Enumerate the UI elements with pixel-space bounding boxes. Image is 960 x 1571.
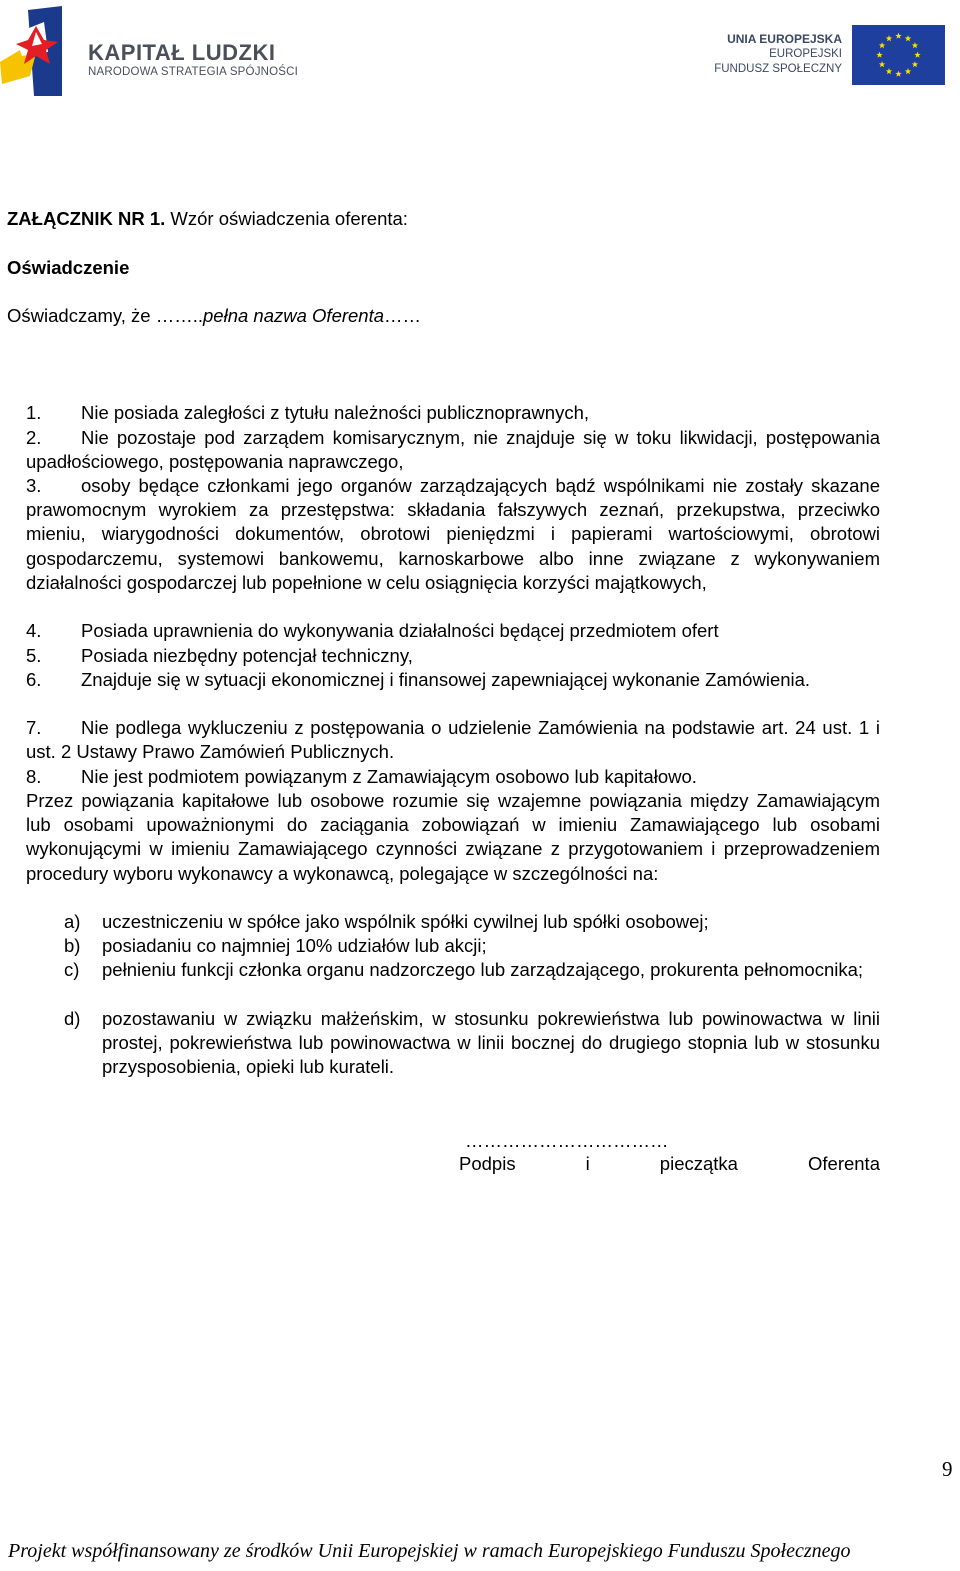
attachment-number: ZAŁĄCZNIK NR 1. xyxy=(7,208,166,229)
list-item: 1. Nie posiada zaległości z tytułu należności publicznoprawnych, xyxy=(26,402,590,423)
kapital-ludzki-emblem-icon xyxy=(0,4,80,100)
kl-logo-subtitle: NARODOWA STRATEGIA SPÓJNOŚCI xyxy=(88,66,299,78)
attachment-heading xyxy=(7,207,408,231)
kl-logo-title: KAPITAŁ LUDZKI xyxy=(88,40,276,65)
subitem-letter: b) xyxy=(64,935,81,956)
intro-prefix: Oświadczamy, że …….. xyxy=(7,305,204,326)
footer-note: Projekt współfinansowany ze środków Unii Europejskiej w ramach Europejskiego Funduszu Społecznego xyxy=(8,1540,851,1562)
subitem-text: pozostawaniu w związku małżeńskim, w stosunku pokrewieństwa lub powinowactwa w linii prostej, pokrewieństwa lub powinowactwa w linii bocznej do drugiego stopnia lub w stosunku przysposobienia, opieki lub kurateli. xyxy=(102,1008,880,1078)
subitem-text: uczestniczeniu w spółce jako wspólnik spółki cywilnej lub spółki osobowej; xyxy=(102,911,709,932)
list-item: 2. Nie pozostaje pod zarządem komisarycznym, nie znajduje się w toku likwidacji, postępowania upadłościowego, postępowania naprawczego, xyxy=(26,427,880,473)
eu-logo-text xyxy=(706,32,842,77)
list-item: 7. Nie podlega wykluczeniu z postępowania o udzielenie Zamówienia na podstawie art. 24 ust. 1 i ust. 2 Ustawy Prawo Zamówień Publicznych. xyxy=(26,717,880,763)
list-item: 4. Posiada uprawnienia do wykonywania działalności będącej przedmiotem ofert xyxy=(26,620,719,641)
signature-line: …………………………… xyxy=(465,1130,669,1151)
signature-label: Podpis i pieczątka Oferenta xyxy=(459,1153,880,1174)
kapital-ludzki-logo xyxy=(0,4,330,100)
intro-suffix: …… xyxy=(384,305,422,326)
subitem-letter: d) xyxy=(64,1008,81,1029)
eu-logo-line1: UNIA EUROPEJSKA xyxy=(727,32,842,46)
intro-offeror-placeholder: pełna nazwa Oferenta xyxy=(203,305,385,326)
eu-flag-icon xyxy=(852,25,945,85)
page-number: 9 xyxy=(942,1457,953,1481)
list-item: 6. Znajduje się w sytuacji ekonomicznej i finansowej zapewniającej wykonanie Zamówienia. xyxy=(26,669,811,690)
list-item: 3. osoby będące członkami jego organów zarządzających bądź wspólnikami nie zostały skazane prawomocnym wyrokiem za przestępstwa: składania fałszywych zeznań, przekupstwa, przeciwko mieniu, wiarygodności dokumentów, obrotowi pieniędzmi i papierami wartościowymi, obrotowi gospodarczemu, systemowi bankowemu, karnoskarbowe albo inne związane z wykonywaniem działalności gospodarczej lub popełnione w celu osiągnięcia korzyści majątkowych, xyxy=(26,475,880,593)
attachment-title: Wzór oświadczenia oferenta: xyxy=(165,208,408,229)
eu-logo-line2: EUROPEJSKI xyxy=(769,48,842,60)
page-header xyxy=(0,0,960,100)
list-item: 5. Posiada niezbędny potencjał techniczny, xyxy=(26,645,413,666)
list-item: 8. Nie jest podmiotem powiązanym z Zamawiającym osobowo lub kapitałowo. xyxy=(26,766,697,787)
subitem-letter: a) xyxy=(64,911,81,932)
intro-line xyxy=(7,304,421,328)
relations-paragraph: Przez powiązania kapitałowe lub osobowe rozumie się wzajemne powiązania między Zamawiającym lub osobami upoważnionymi do zaciągania zobowiązań w imieniu Zamawiającego lub osobami wykonującymi w imieniu Zamawiającego czynności związane z przygotowaniem i przeprowadzeniem procedury wyboru wykonawcy a wykonawcą, polegające w szczególności na: xyxy=(26,790,880,884)
subitem-text: pełnieniu funkcji członka organu nadzorczego lub zarządzającego, prokurenta pełnomocnika; xyxy=(102,959,864,980)
subitem-letter: c) xyxy=(64,959,80,980)
section-title: Oświadczenie xyxy=(7,257,130,278)
subitem-text: posiadaniu co najmniej 10% udziałów lub akcji; xyxy=(102,935,487,956)
eu-logo-line3: FUNDUSZ SPOŁECZNY xyxy=(714,63,842,75)
